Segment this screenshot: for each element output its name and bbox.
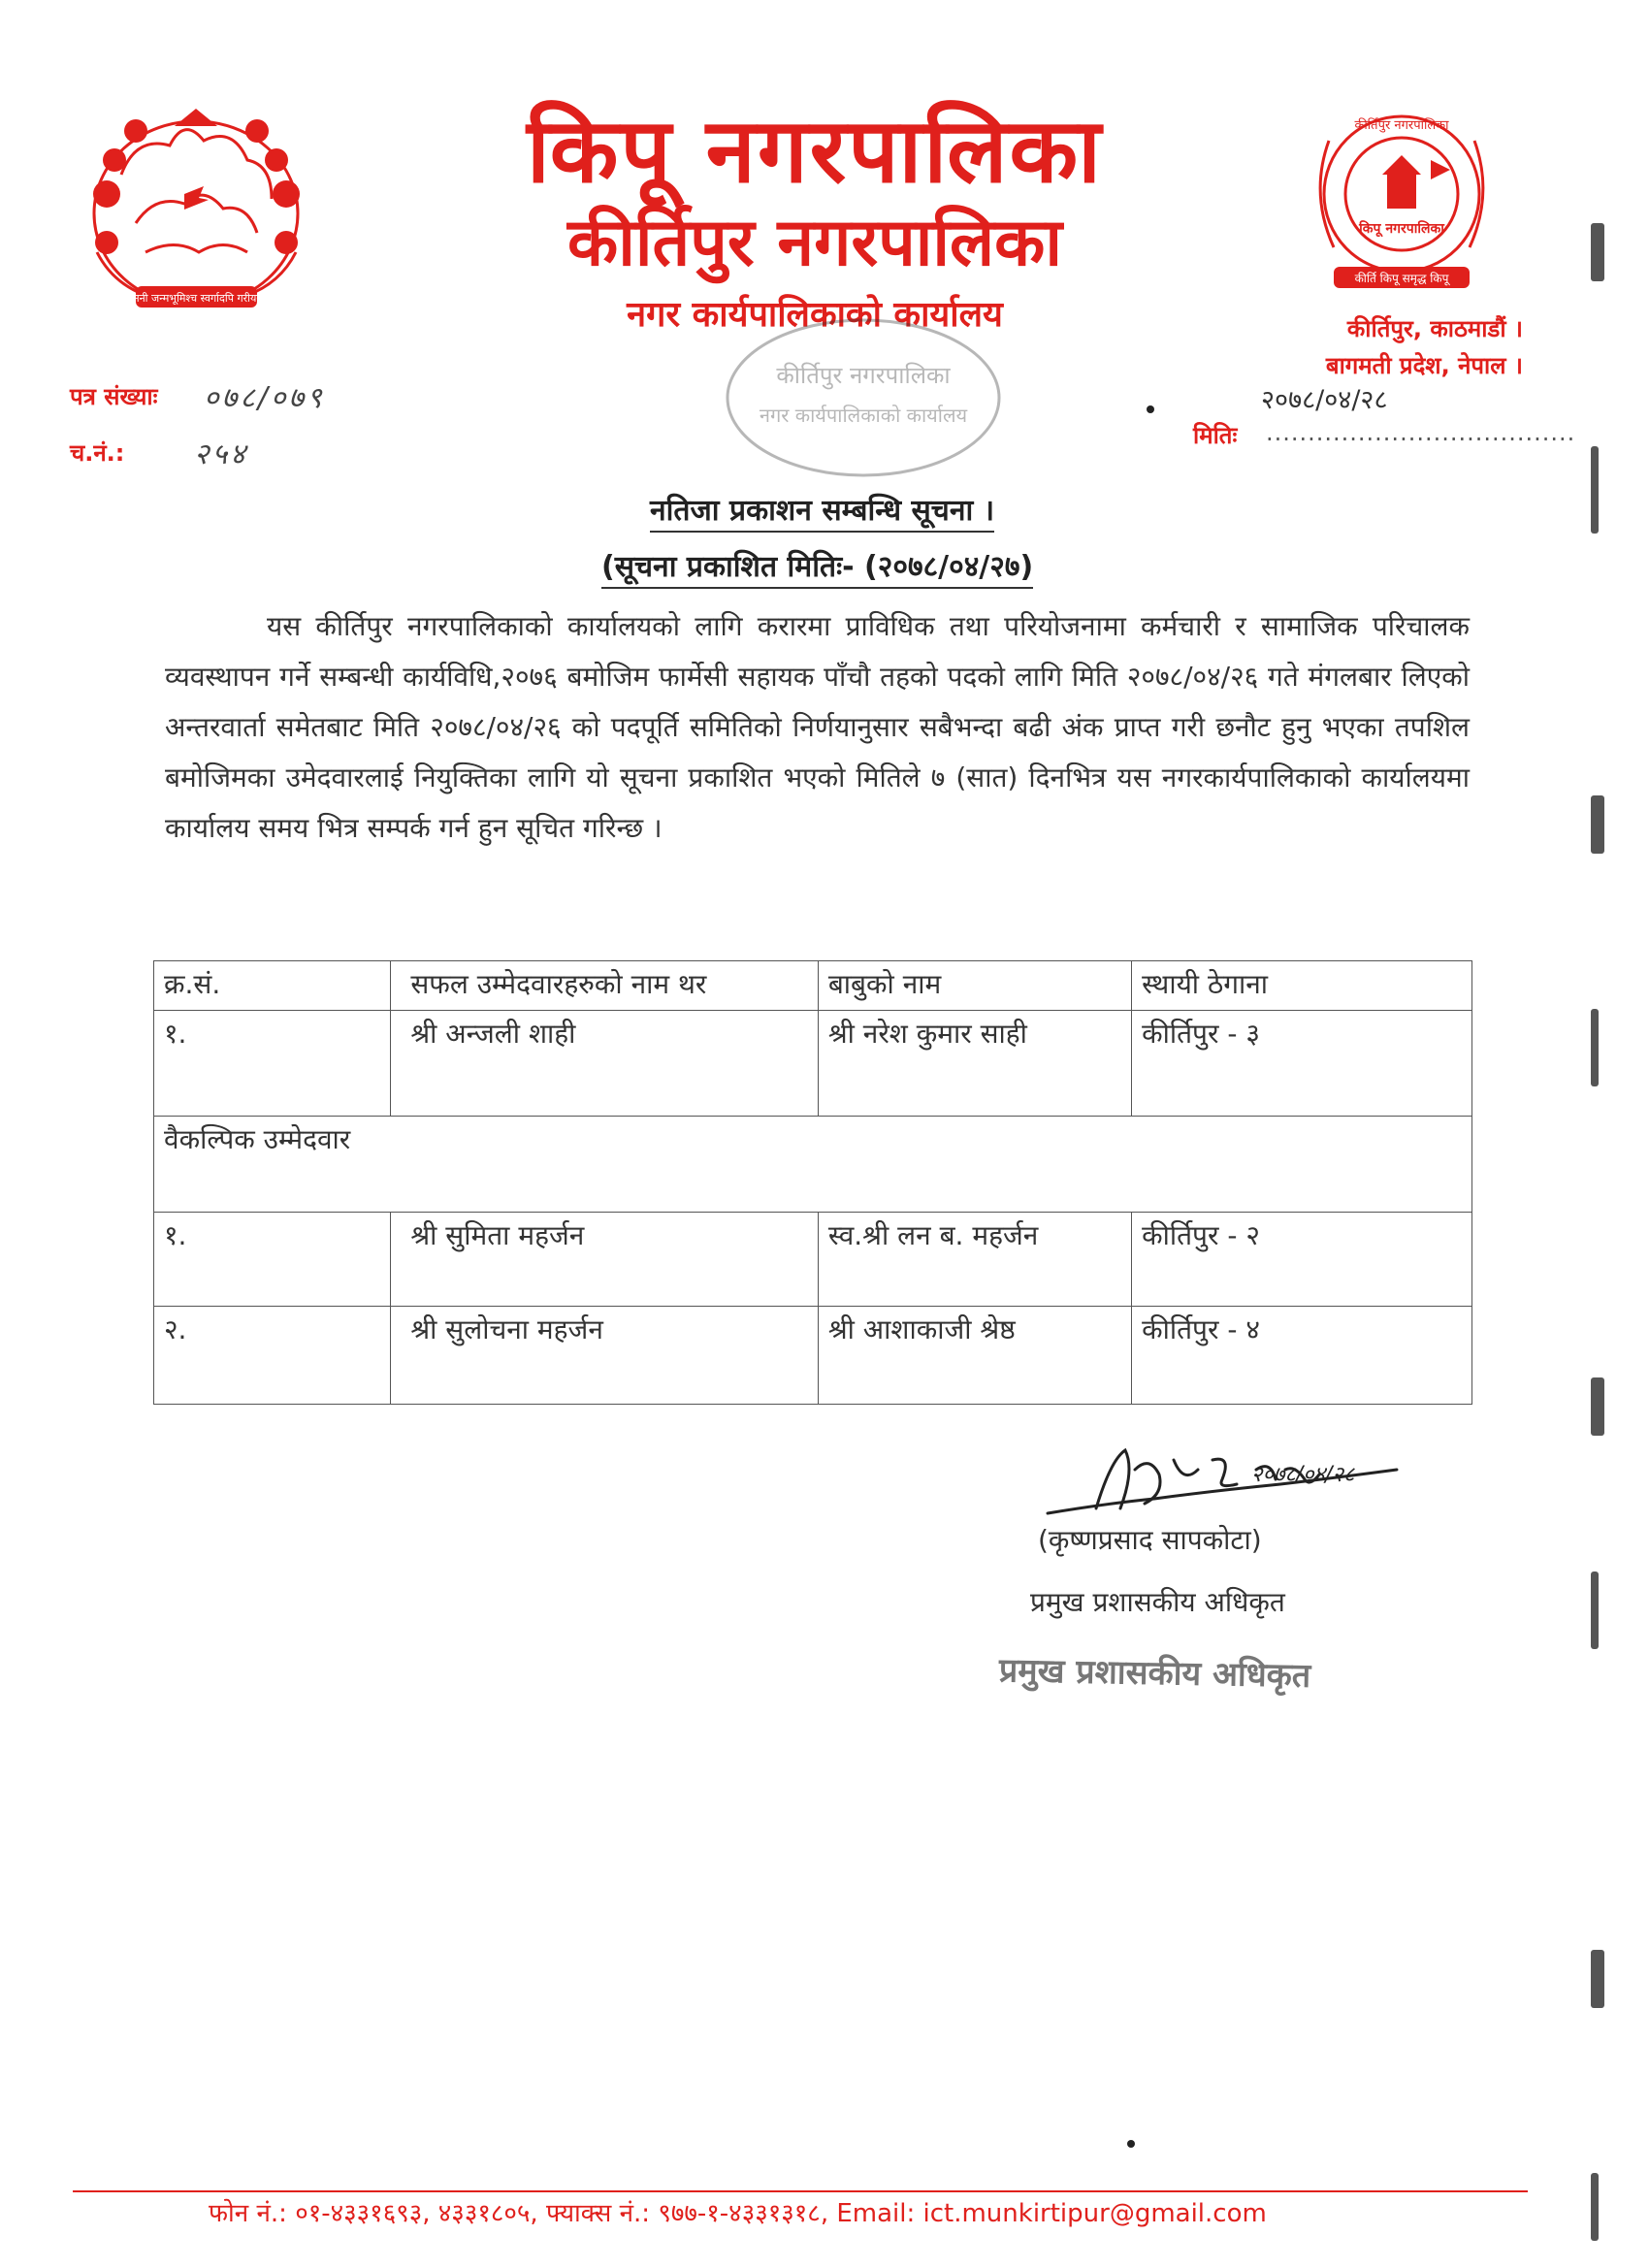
scan-mark [1591, 1571, 1599, 1649]
address-cell: कीर्तिपुर - ४ [1132, 1307, 1472, 1405]
serial-cell: १. [154, 1213, 391, 1307]
title-newari: किपू नगरपालिका [526, 98, 1104, 203]
office-name: नगर कार्यपालिकाको कार्यालय [627, 295, 1003, 335]
date-placeholder: ..................................... [1266, 419, 1576, 446]
address-cell: कीर्तिपुर - ३ [1132, 1011, 1472, 1117]
emblem-right-top-text: कीर्तिपुर नगरपालिका [1354, 118, 1449, 133]
title-nepali: कीर्तिपुर नगरपालिका [567, 205, 1062, 281]
column-header: सफल उम्मेदवारहरुको नाम थर [391, 961, 819, 1011]
letter-no-label: पत्र संख्याः [70, 383, 158, 410]
scan-mark [1591, 1009, 1599, 1086]
emblem-right-mid-text: किपू नगरपालिका [1359, 221, 1444, 237]
column-header: स्थायी ठेगाना [1132, 961, 1472, 1011]
scan-mark [1591, 2173, 1599, 2241]
address-cell: कीर्तिपुर - २ [1132, 1213, 1472, 1307]
scan-mark [1591, 795, 1604, 854]
column-header: क्र.सं. [154, 961, 391, 1011]
scan-mark [1591, 223, 1604, 281]
candidate-name-cell: श्री सुमिता महर्जन [391, 1213, 819, 1307]
scan-mark [1591, 1377, 1604, 1436]
stamp-line-2: नगर कार्यपालिकाको कार्यालय [759, 404, 968, 427]
notice-publish-date: (सूचना प्रकाशित मितिः- (२०७८/०४/२७) [601, 545, 1033, 589]
father-name-cell: श्री नरेश कुमार साही [818, 1011, 1131, 1117]
designation-stamp: प्रमुख प्रशासकीय अधिकृत [998, 1651, 1311, 1696]
dispatch-no-value: २५४ [194, 437, 248, 471]
dispatch-no-label: च.नं.: [70, 439, 125, 467]
date-label: मितिः [1193, 422, 1238, 449]
table-header-row [154, 961, 1472, 1011]
scan-mark [1591, 446, 1599, 534]
father-name-cell: श्री आशाकाजी श्रेष्ठ [818, 1307, 1131, 1405]
municipality-logo-icon [1285, 102, 1518, 296]
footer-contact: फोन नं.: ०१-४३३१६९३, ४३३१८०५, फ्याक्स नं.: ९७७-१-४३३१३१८, Email: ict.munkirtipur@gmail.com [209, 2199, 1267, 2228]
office-stamp [718, 310, 1009, 485]
notice-title: नतिजा प्रकाशन सम्बन्धि सूचना । [650, 489, 994, 533]
column-header: बाबुको नाम [818, 961, 1131, 1011]
candidate-name-cell: श्री सुलोचना महर्जन [391, 1307, 819, 1405]
alternate-label: वैकल्पिक उम्मेदवार [154, 1117, 1472, 1213]
signer-name: (कृष्णप्रसाद सापकोटा) [1038, 1524, 1262, 1556]
scan-mark [1591, 1950, 1604, 2008]
table-row [154, 1213, 1472, 1307]
emblem-right-motto: कीर्ति किपू समृद्ध किपू [1354, 272, 1449, 285]
serial-cell: १. [154, 1011, 391, 1117]
table-row [154, 1011, 1472, 1117]
candidate-name-cell: श्री अन्जली शाही [391, 1011, 819, 1117]
address-line-2: बागमती प्रदेश, नेपाल । [1325, 352, 1523, 379]
stamp-line-1: कीर्तिपुर नगरपालिका [776, 362, 951, 389]
letter-no-value: ०७८/०७९ [204, 381, 325, 415]
nepal-emblem-icon [78, 107, 315, 330]
emblem-left-motto: जननी जन्मभूमिश्च स्वर्गादपि गरीयसी [125, 292, 267, 305]
scan-dot [1127, 2140, 1135, 2148]
alternate-label-row [154, 1117, 1472, 1213]
signer-title: प्रमुख प्रशासकीय अधिकृत [1030, 1586, 1285, 1618]
handwritten-date: २०७८/०४/२८ [1261, 385, 1388, 415]
address-line-1: कीर्तिपुर, काठमाडौं । [1346, 315, 1523, 342]
scan-dot [1147, 405, 1154, 413]
results-table [153, 960, 1472, 1405]
notice-body: यस कीर्तिपुर नगरपालिकाको कार्यालयको लागि करारमा प्राविधिक तथा परियोजनामा कर्मचारी र सामाजिक परिचालक व्यवस्थापन गर्ने सम्बन्धी कार्यविधि,२०७६ बमोजिम फार्मेसी सहायक पाँचौ तहको पदको लागि मिति २०७८/०४/२६ गते मंगलबार लिएको अन्तरवार्ता समेतबाट मिति २०७८/०४/२६ को पदपूर्ति समितिको निर्णयानुसार सबैभन्दा बढी अंक प्राप्त गरी छनौट हुनु भएका तपशिल बमोजिमका उमेदवारलाई नियुक्तिका लागि यो सूचना प्रकाशित भएको मितिले ७ (सात) दिनभित्र यस नगरकार्यपालिकाको कार्यालयमा कार्यालय समय भित्र सम्पर्क गर्न हुन सूचित गरिन्छ । [165, 610, 1470, 844]
footer-divider [73, 2190, 1528, 2192]
table-row [154, 1307, 1472, 1405]
serial-cell: २. [154, 1307, 391, 1405]
signature-date: २०७८/०४/२८ [1251, 1463, 1355, 1487]
father-name-cell: स्व.श्री लन ब. महर्जन [818, 1213, 1131, 1307]
